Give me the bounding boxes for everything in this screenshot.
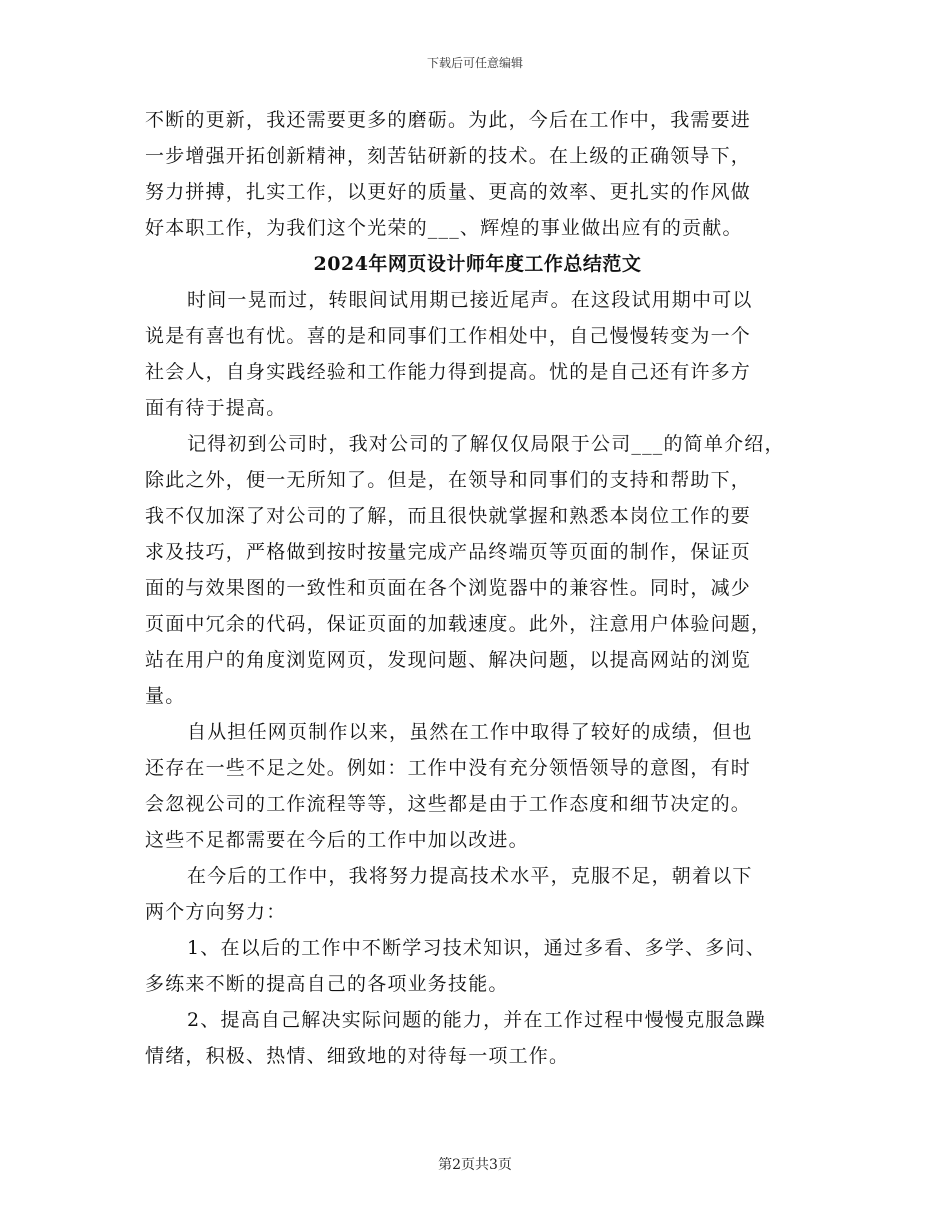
text-line: 在今后的工作中，我将努力提高技术水平，克服不足，朝着以下 bbox=[187, 865, 753, 887]
text-line: 情绪，积极、热情、细致地的对待每一项工作。 bbox=[145, 1045, 570, 1067]
text-line: 我不仅加深了对公司的了解，而且很快就掌握和熟悉本岗位工作的要 bbox=[145, 505, 752, 527]
text-line: 2、提高自己解决实际问题的能力，并在工作过程中慢慢克服急躁 bbox=[187, 1009, 766, 1031]
page-number: 第2页共3页 bbox=[438, 1157, 512, 1173]
intro-paragraph bbox=[145, 102, 810, 246]
article-title: 2024年网页设计师年度工作总结范文 bbox=[313, 253, 642, 275]
text-line: 两个方向努力： bbox=[145, 901, 287, 923]
text-line: 不断的更新，我还需要更多的磨砺。为此，今后在工作中，我需要进 bbox=[145, 109, 752, 131]
text-line: 还存在一些不足之处。例如：工作中没有充分领悟领导的意图，有时 bbox=[145, 757, 752, 779]
paragraph-3 bbox=[145, 714, 810, 858]
paragraph-1 bbox=[145, 282, 810, 426]
text-line: 面的与效果图的一致性和页面在各个浏览器中的兼容性。同时，减少 bbox=[145, 577, 752, 599]
text-line: 记得初到公司时，我对公司的了解仅仅局限于公司___的简单介绍， bbox=[187, 433, 785, 455]
paragraph-4 bbox=[145, 858, 810, 930]
list-item-2 bbox=[145, 1002, 810, 1074]
text-line: 一步增强开拓创新精神，刻苦钻研新的技术。在上级的正确领导下， bbox=[145, 145, 752, 167]
document-body bbox=[145, 102, 810, 1074]
text-line: 求及技巧，严格做到按时按量完成产品终端页等页面的制作，保证页 bbox=[145, 541, 752, 563]
text-line: 除此之外，便一无所知了。但是，在领导和同事们的支持和帮助下， bbox=[145, 469, 752, 491]
text-line: 自从担任网页制作以来，虽然在工作中取得了较好的成绩，但也 bbox=[187, 721, 753, 743]
text-line: 多练来不断的提高自己的各项业务技能。 bbox=[145, 973, 509, 995]
paragraph-2 bbox=[145, 426, 810, 714]
text-line: 站在用户的角度浏览网页，发现问题、解决问题，以提高网站的浏览 bbox=[145, 649, 752, 671]
text-line: 面有待于提高。 bbox=[145, 397, 287, 419]
text-line: 说是有喜也有忧。喜的是和同事们工作相处中，自己慢慢转变为一个 bbox=[145, 325, 752, 347]
text-line: 努力拼搏，扎实工作，以更好的质量、更高的效率、更扎实的作风做 bbox=[145, 181, 752, 203]
text-line: 页面中冗余的代码，保证页面的加载速度。此外，注意用户体验问题， bbox=[145, 613, 772, 635]
text-line: 时间一晃而过，转眼间试用期已接近尾声。在这段试用期中可以 bbox=[187, 289, 753, 311]
text-line: 这些不足都需要在今后的工作中加以改进。 bbox=[145, 829, 529, 851]
list-item-1 bbox=[145, 930, 810, 1002]
text-line: 会忽视公司的工作流程等等，这些都是由于工作态度和细节决定的。 bbox=[145, 793, 752, 815]
text-line: 量。 bbox=[145, 685, 186, 707]
text-line: 1、在以后的工作中不断学习技术知识，通过多看、多学、多问、 bbox=[187, 937, 766, 959]
text-line: 好本职工作，为我们这个光荣的___、辉煌的事业做出应有的贡献。 bbox=[145, 217, 743, 239]
header-note: 下载后可任意编辑 bbox=[426, 56, 523, 70]
text-line: 社会人，自身实践经验和工作能力得到提高。忧的是自己还有许多方 bbox=[145, 361, 752, 383]
